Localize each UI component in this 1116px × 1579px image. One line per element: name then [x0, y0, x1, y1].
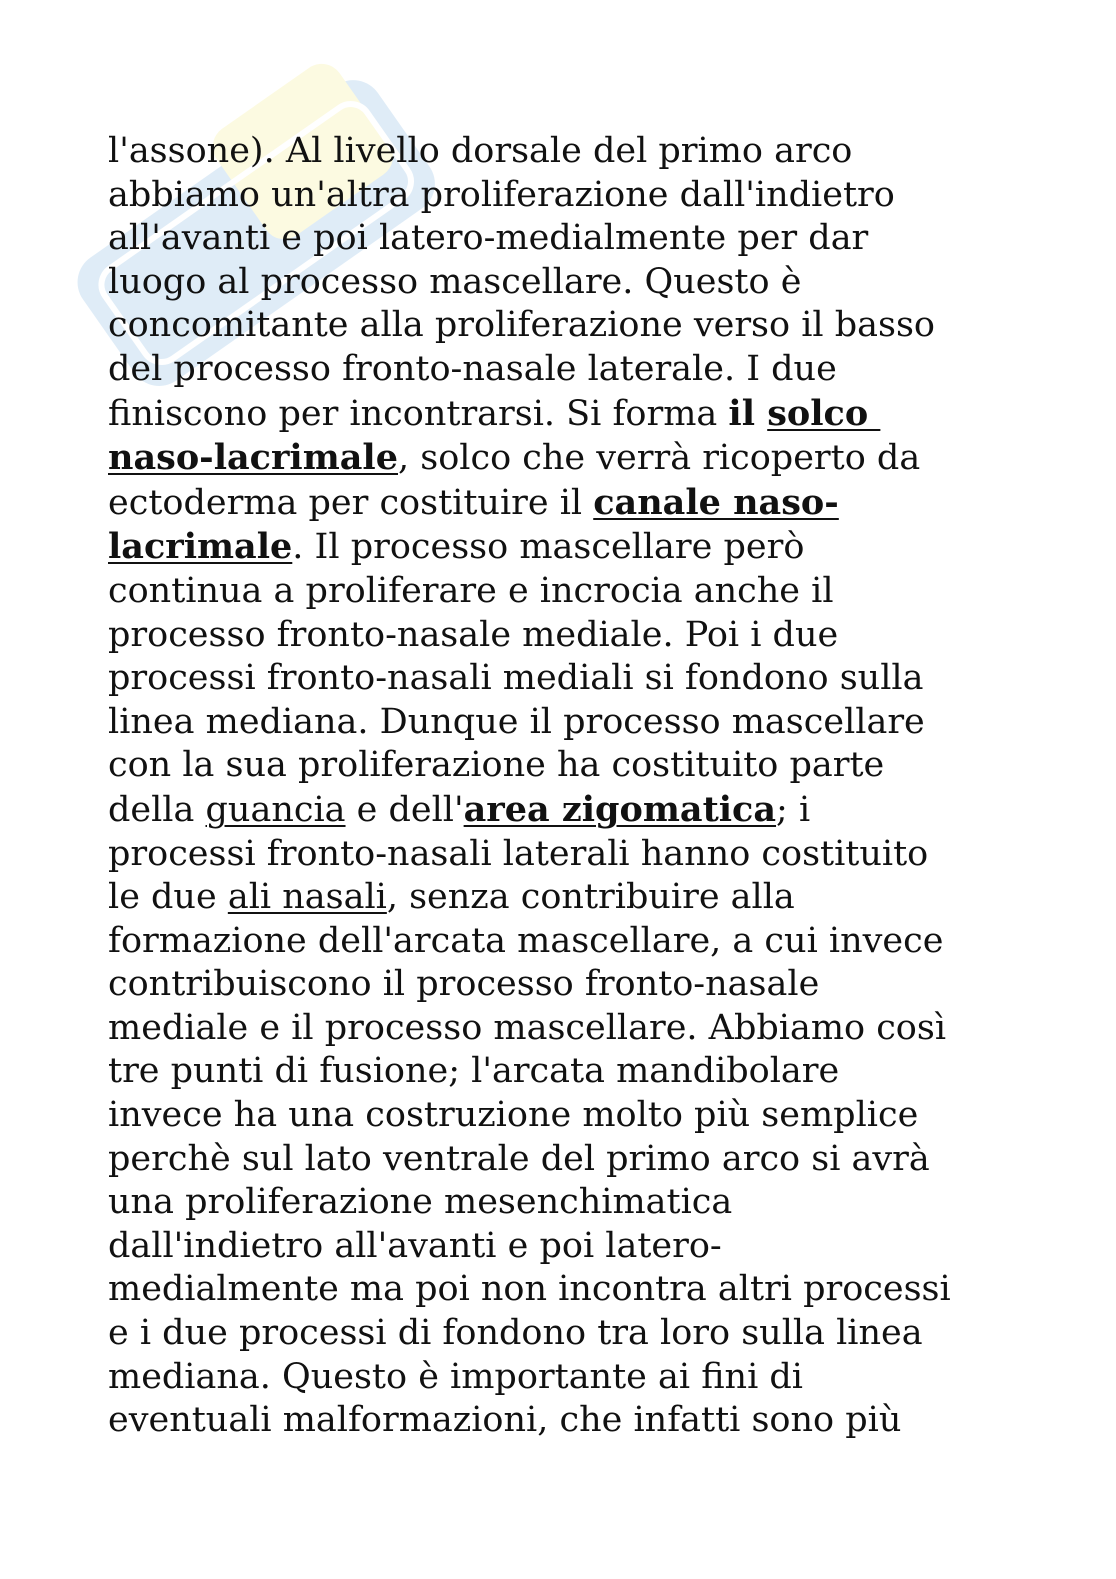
emphasized-term: solco [767, 392, 881, 434]
text-line [108, 217, 1013, 261]
text-segment: processi fronto-nasali mediali si fondono sulla [108, 658, 924, 699]
text-segment: contribuiscono il processo fronto-nasale [108, 964, 820, 1005]
text-segment: della [108, 789, 206, 830]
emphasized-term: canale naso- [593, 481, 839, 523]
text-line [108, 657, 1013, 701]
text-line [108, 614, 1013, 658]
text-segment: formazione dell'arcata mascellare, a cui invece [108, 920, 944, 961]
text-segment: una proliferazione mesenchimatica [108, 1182, 733, 1223]
text-line [108, 525, 1013, 570]
text-segment: e dell' [345, 789, 464, 830]
text-segment: all'avanti e poi latero-medialmente per dar [108, 218, 869, 259]
text-segment: ectoderma per costituire il [108, 482, 594, 523]
text-segment: dall'indietro all'avanti e poi latero- [108, 1225, 722, 1266]
text-line [108, 261, 1013, 305]
text-line [108, 788, 1013, 833]
text-segment: l'assone). Al livello dorsale del primo arco [108, 131, 853, 171]
text-line [108, 876, 1013, 920]
text-line [108, 963, 1013, 1007]
text-line [108, 1268, 1013, 1312]
emphasized-term: guancia [205, 789, 346, 830]
text-segment: ; i [776, 789, 811, 830]
text-segment: linea mediana. Dunque il processo mascellare [108, 701, 925, 742]
text-segment: finiscono per incontrarsi. Si forma [108, 393, 729, 434]
text-line [108, 920, 1013, 964]
text-segment: del processo fronto-nasale laterale. I due [108, 348, 837, 389]
text-line [108, 304, 1013, 348]
document-body [108, 130, 1013, 1443]
text-line [108, 1007, 1013, 1051]
text-segment: perchè sul lato ventrale del primo arco si avrà [108, 1138, 930, 1179]
text-line [108, 833, 1013, 877]
text-segment: continua a proliferare e incrocia anche il [108, 570, 834, 611]
text-line [108, 1094, 1013, 1138]
text-segment: medialmente ma poi non incontra altri processi [108, 1269, 951, 1310]
text-segment: abbiamo un'altra proliferazione dall'indietro [108, 174, 895, 215]
text-segment: e i due processi di fondono tra loro sulla linea [108, 1313, 923, 1354]
text-line [108, 174, 1013, 218]
text-segment: , solco che verrà ricoperto da [398, 438, 921, 479]
text-line [108, 1138, 1013, 1182]
text-segment: tre punti di fusione; l'arcata mandibolare [108, 1051, 840, 1092]
emphasized-term: ali nasali [227, 877, 387, 918]
text-segment: processo fronto-nasale mediale. Poi i due [108, 614, 839, 655]
text-line [108, 1356, 1013, 1400]
text-segment: invece ha una costruzione molto più semplice [108, 1095, 919, 1136]
text-line [108, 1225, 1013, 1269]
text-line [108, 570, 1013, 614]
text-line [108, 1181, 1013, 1225]
text-segment: mediale e il processo mascellare. Abbiamo così [108, 1007, 947, 1048]
text-segment: . Il processo mascellare però [292, 527, 805, 568]
text-line [108, 392, 1013, 437]
emphasized-term: lacrimale [108, 526, 293, 568]
emphasized-term: il [728, 392, 768, 434]
text-segment: , senza contribuire alla [386, 877, 795, 918]
text-segment: concomitante alla proliferazione verso il basso [108, 305, 935, 346]
emphasized-term: naso-lacrimale [108, 437, 398, 479]
text-line [108, 1399, 1013, 1443]
text-segment: eventuali malformazioni, che infatti sono più [108, 1400, 902, 1441]
text-segment: luogo al processo mascellare. Questo è [108, 261, 802, 302]
text-segment: con la sua proliferazione ha costituito parte [108, 745, 885, 786]
text-line [108, 348, 1013, 392]
text-line [108, 436, 1013, 481]
text-segment: processi fronto-nasali laterali hanno costituito [108, 833, 929, 874]
emphasized-term: area zigomatica [463, 788, 777, 830]
text-line [108, 1050, 1013, 1094]
text-line [108, 130, 1013, 174]
text-line [108, 481, 1013, 526]
text-line [108, 701, 1013, 745]
text-line [108, 1312, 1013, 1356]
text-segment: mediana. Questo è importante ai fini di [108, 1356, 803, 1397]
text-line [108, 744, 1013, 788]
text-segment: le due [108, 877, 228, 918]
